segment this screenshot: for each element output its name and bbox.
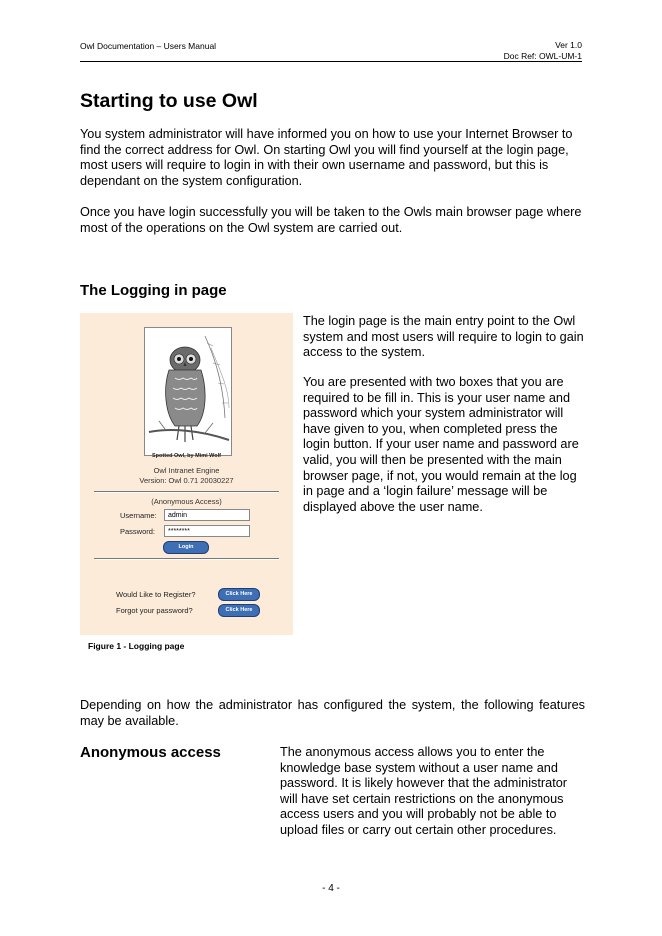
paragraph-features-intro: Depending on how the administrator has configured the system, the following features may be available. — [80, 698, 585, 728]
section-title-logging-in: The Logging in page — [80, 282, 227, 299]
username-label: Username: — [120, 511, 157, 520]
forgot-password-button[interactable]: Click Here — [218, 604, 260, 617]
username-input[interactable]: admin — [164, 509, 250, 521]
section-title-starting: Starting to use Owl — [80, 90, 258, 112]
owl-image-caption: Spotted Owl, by Mimi Wolf — [152, 453, 221, 459]
header-divider — [80, 61, 582, 62]
forgot-password-prompt: Forgot your password? — [116, 606, 193, 615]
engine-version: Version: Owl 0.71 20030227 — [139, 476, 234, 485]
register-button[interactable]: Click Here — [218, 588, 260, 601]
anonymous-access-link[interactable]: (Anonymous Access) — [151, 497, 222, 506]
header-version: Ver 1.0 — [555, 40, 582, 50]
section-title-anonymous: Anonymous access — [80, 744, 221, 761]
paragraph-intro: You system administrator will have informed you on how to use your Internet Browser to find the correct address for Owl. On starting Owl you will find yourself at the login page, most users will require to login in with their own username and password, but this is dependant on the system configuration. — [80, 127, 573, 188]
paragraph-login-details: You are presented with two boxes that you are required to be fill in. This is your user name and password which your system administrator will have given to you, when completed press the login button. If your user name and password are valid, you will then be presented with the main browser page, if not, you would remain at the log in page and a ‘login failure’ message will be displayed above the user name. — [303, 375, 579, 514]
page-number: - 4 - — [322, 883, 340, 894]
header-title: Owl Documentation – Users Manual — [80, 41, 217, 51]
paragraph-after-login: Once you have login successfully you will be taken to the Owls main browser page where most of the operations on the Owl system are carried out. — [80, 205, 582, 235]
password-label: Password: — [120, 527, 156, 536]
paragraph-anonymous-access: The anonymous access allows you to enter the knowledge base system without a user name and password. It is likely however that the administrator will have set certain restrictions on the anonymous access users and you will probably not be able to upload files or carry out certain other procedures. — [280, 745, 567, 837]
figure-divider — [94, 491, 279, 493]
owl-illustration — [144, 327, 232, 456]
register-prompt: Would Like to Register? — [116, 590, 196, 599]
header-doc-ref: Doc Ref: OWL-UM-1 — [503, 51, 582, 61]
paragraph-login-entry: The login page is the main entry point to the Owl system and most users will require to login to gain access to the system. — [303, 314, 584, 360]
figure-caption: Figure 1 - Logging page — [88, 641, 185, 651]
password-input[interactable]: ******** — [164, 525, 250, 537]
login-button[interactable]: Login — [163, 541, 209, 554]
header-doc-info — [504, 40, 582, 62]
owl-icon — [145, 328, 231, 455]
engine-name: Owl Intranet Engine — [153, 466, 220, 475]
figure-divider — [94, 558, 279, 560]
login-page-figure — [80, 313, 293, 635]
